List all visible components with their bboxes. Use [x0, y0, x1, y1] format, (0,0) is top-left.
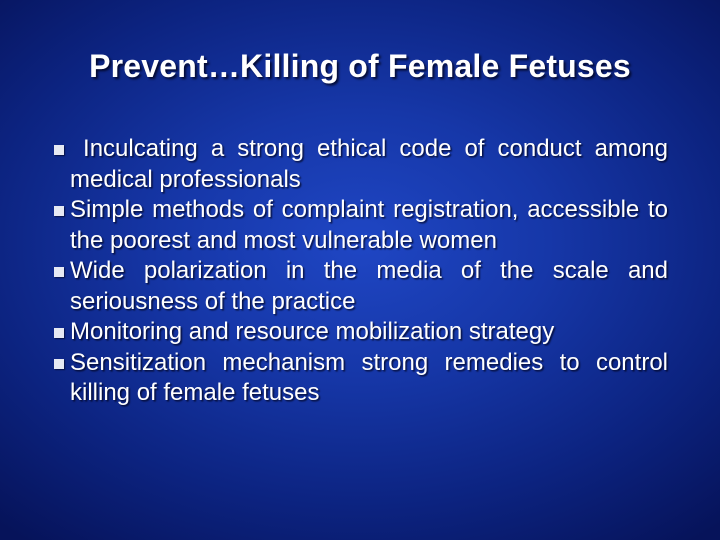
square-bullet-icon	[54, 206, 64, 216]
square-bullet-icon	[54, 359, 64, 369]
bullet-item	[54, 134, 668, 195]
bullet-item	[54, 348, 668, 409]
slide-title: Prevent…Killing of Female Fetuses	[89, 48, 631, 84]
bullet-list	[54, 134, 668, 409]
bullet-item	[54, 317, 668, 348]
square-bullet-icon	[54, 145, 64, 155]
square-bullet-icon	[54, 328, 64, 338]
bullet-item	[54, 195, 668, 256]
bullet-text: Monitoring and resource mobilization strategy	[70, 318, 555, 345]
bullet-text: Wide polarization in the media of the scale and seriousness of the practice	[70, 257, 668, 315]
bullet-item	[54, 256, 668, 317]
square-bullet-icon	[54, 267, 64, 277]
bullet-text: Sensitization mechanism strong remedies to control killing of female fetuses	[70, 348, 668, 406]
bullet-text: Simple methods of complaint registration, accessible to the poorest and most vulnerable women	[70, 196, 668, 254]
bullet-text: Inculcating a strong ethical code of conduct among medical professionals	[70, 135, 668, 193]
